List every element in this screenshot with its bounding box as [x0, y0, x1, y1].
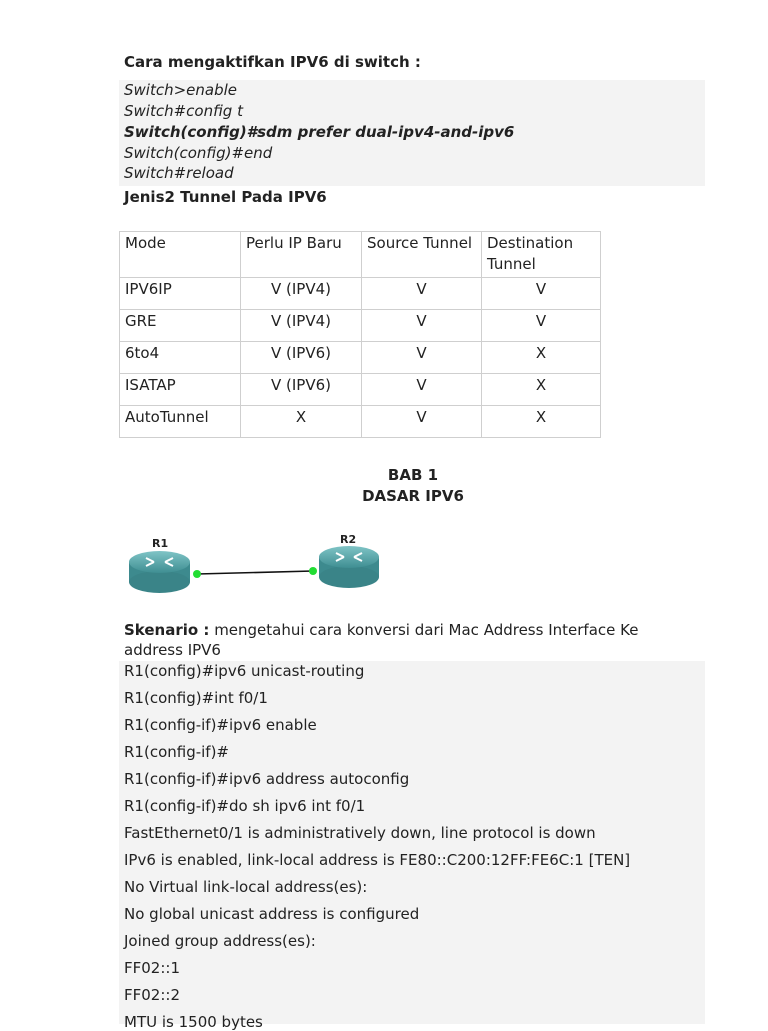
link-endpoint-icon: [193, 570, 201, 578]
router-r2-label: R2: [340, 533, 357, 546]
tunnel-table: [119, 231, 601, 438]
table-row: [120, 342, 601, 374]
scenario-label: Skenario :: [124, 621, 210, 639]
output-line: R1(config-if)#ipv6 enable: [124, 716, 317, 734]
table-row: [120, 310, 601, 342]
code-line: Switch(config)#end: [124, 144, 273, 162]
router-r1-icon: [129, 551, 190, 593]
output-line: Joined group address(es):: [124, 932, 316, 950]
table-cell: 6to4: [120, 342, 241, 374]
output-line: FF02::1: [124, 959, 180, 977]
table-cell: X: [482, 406, 601, 438]
table-cell: V (IPV4): [241, 278, 362, 310]
table-cell: V: [362, 278, 482, 310]
code-line: Switch>enable: [124, 81, 238, 99]
table-cell: V: [362, 406, 482, 438]
table-row: [120, 406, 601, 438]
table-header-row: [120, 232, 601, 278]
table-cell: IPV6IP: [120, 278, 241, 310]
table-cell: V: [482, 310, 601, 342]
chapter-title: DASAR IPV6: [362, 487, 464, 505]
heading-enable-ipv6: Cara mengaktifkan IPV6 di switch :: [124, 53, 421, 71]
link-line: [197, 571, 313, 574]
table-header-cell: Source Tunnel: [362, 232, 482, 278]
code-line: Switch(config)#sdm prefer dual-ipv4-and-ipv6: [124, 123, 515, 141]
table-cell: V (IPV6): [241, 374, 362, 406]
table-cell: AutoTunnel: [120, 406, 241, 438]
table-row: [120, 374, 601, 406]
router-r2-icon: [319, 546, 379, 588]
output-line: MTU is 1500 bytes: [124, 1013, 263, 1031]
output-line: R1(config)#int f0/1: [124, 689, 268, 707]
output-line: FastEthernet0/1 is administratively down, line protocol is down: [124, 824, 596, 842]
table-cell: ISATAP: [120, 374, 241, 406]
output-line: R1(config-if)#: [124, 743, 229, 761]
output-line: R1(config)#ipv6 unicast-routing: [124, 662, 365, 680]
router-r1-label: R1: [152, 537, 169, 550]
table-row: [120, 278, 601, 310]
output-line: IPv6 is enabled, link-local address is FE80::C200:12FF:FE6C:1 [TEN]: [124, 851, 631, 869]
table-cell: V (IPV6): [241, 342, 362, 374]
table-cell: V: [362, 310, 482, 342]
table-cell: GRE: [120, 310, 241, 342]
table-cell: V: [482, 278, 601, 310]
code-line: Switch#config t: [124, 102, 243, 120]
heading-tunnel-types: Jenis2 Tunnel Pada IPV6: [124, 188, 327, 206]
table-cell: X: [482, 374, 601, 406]
table-cell: X: [241, 406, 362, 438]
scenario-paragraph: [124, 620, 684, 660]
code-block-switch: [119, 80, 705, 186]
code-line: Switch#reload: [124, 164, 234, 182]
output-line: R1(config-if)#ipv6 address autoconfig: [124, 770, 410, 788]
output-line: No Virtual link-local address(es):: [124, 878, 368, 896]
table-header-cell: Destination Tunnel: [482, 232, 601, 278]
scenario-text: mengetahui cara konversi dari Mac Address Interface Ke address IPV6: [124, 621, 639, 659]
table-header-cell: Perlu IP Baru: [241, 232, 362, 278]
table-cell: V (IPV4): [241, 310, 362, 342]
output-line: R1(config-if)#do sh ipv6 int f0/1: [124, 797, 366, 815]
output-line: FF02::2: [124, 986, 180, 1004]
table-cell: V: [362, 342, 482, 374]
link-endpoint-icon: [309, 567, 317, 575]
chapter-number: BAB 1: [387, 466, 439, 484]
output-line: No global unicast address is configured: [124, 905, 420, 923]
table-cell: V: [362, 374, 482, 406]
table-header-cell: Mode: [120, 232, 241, 278]
table-cell: X: [482, 342, 601, 374]
